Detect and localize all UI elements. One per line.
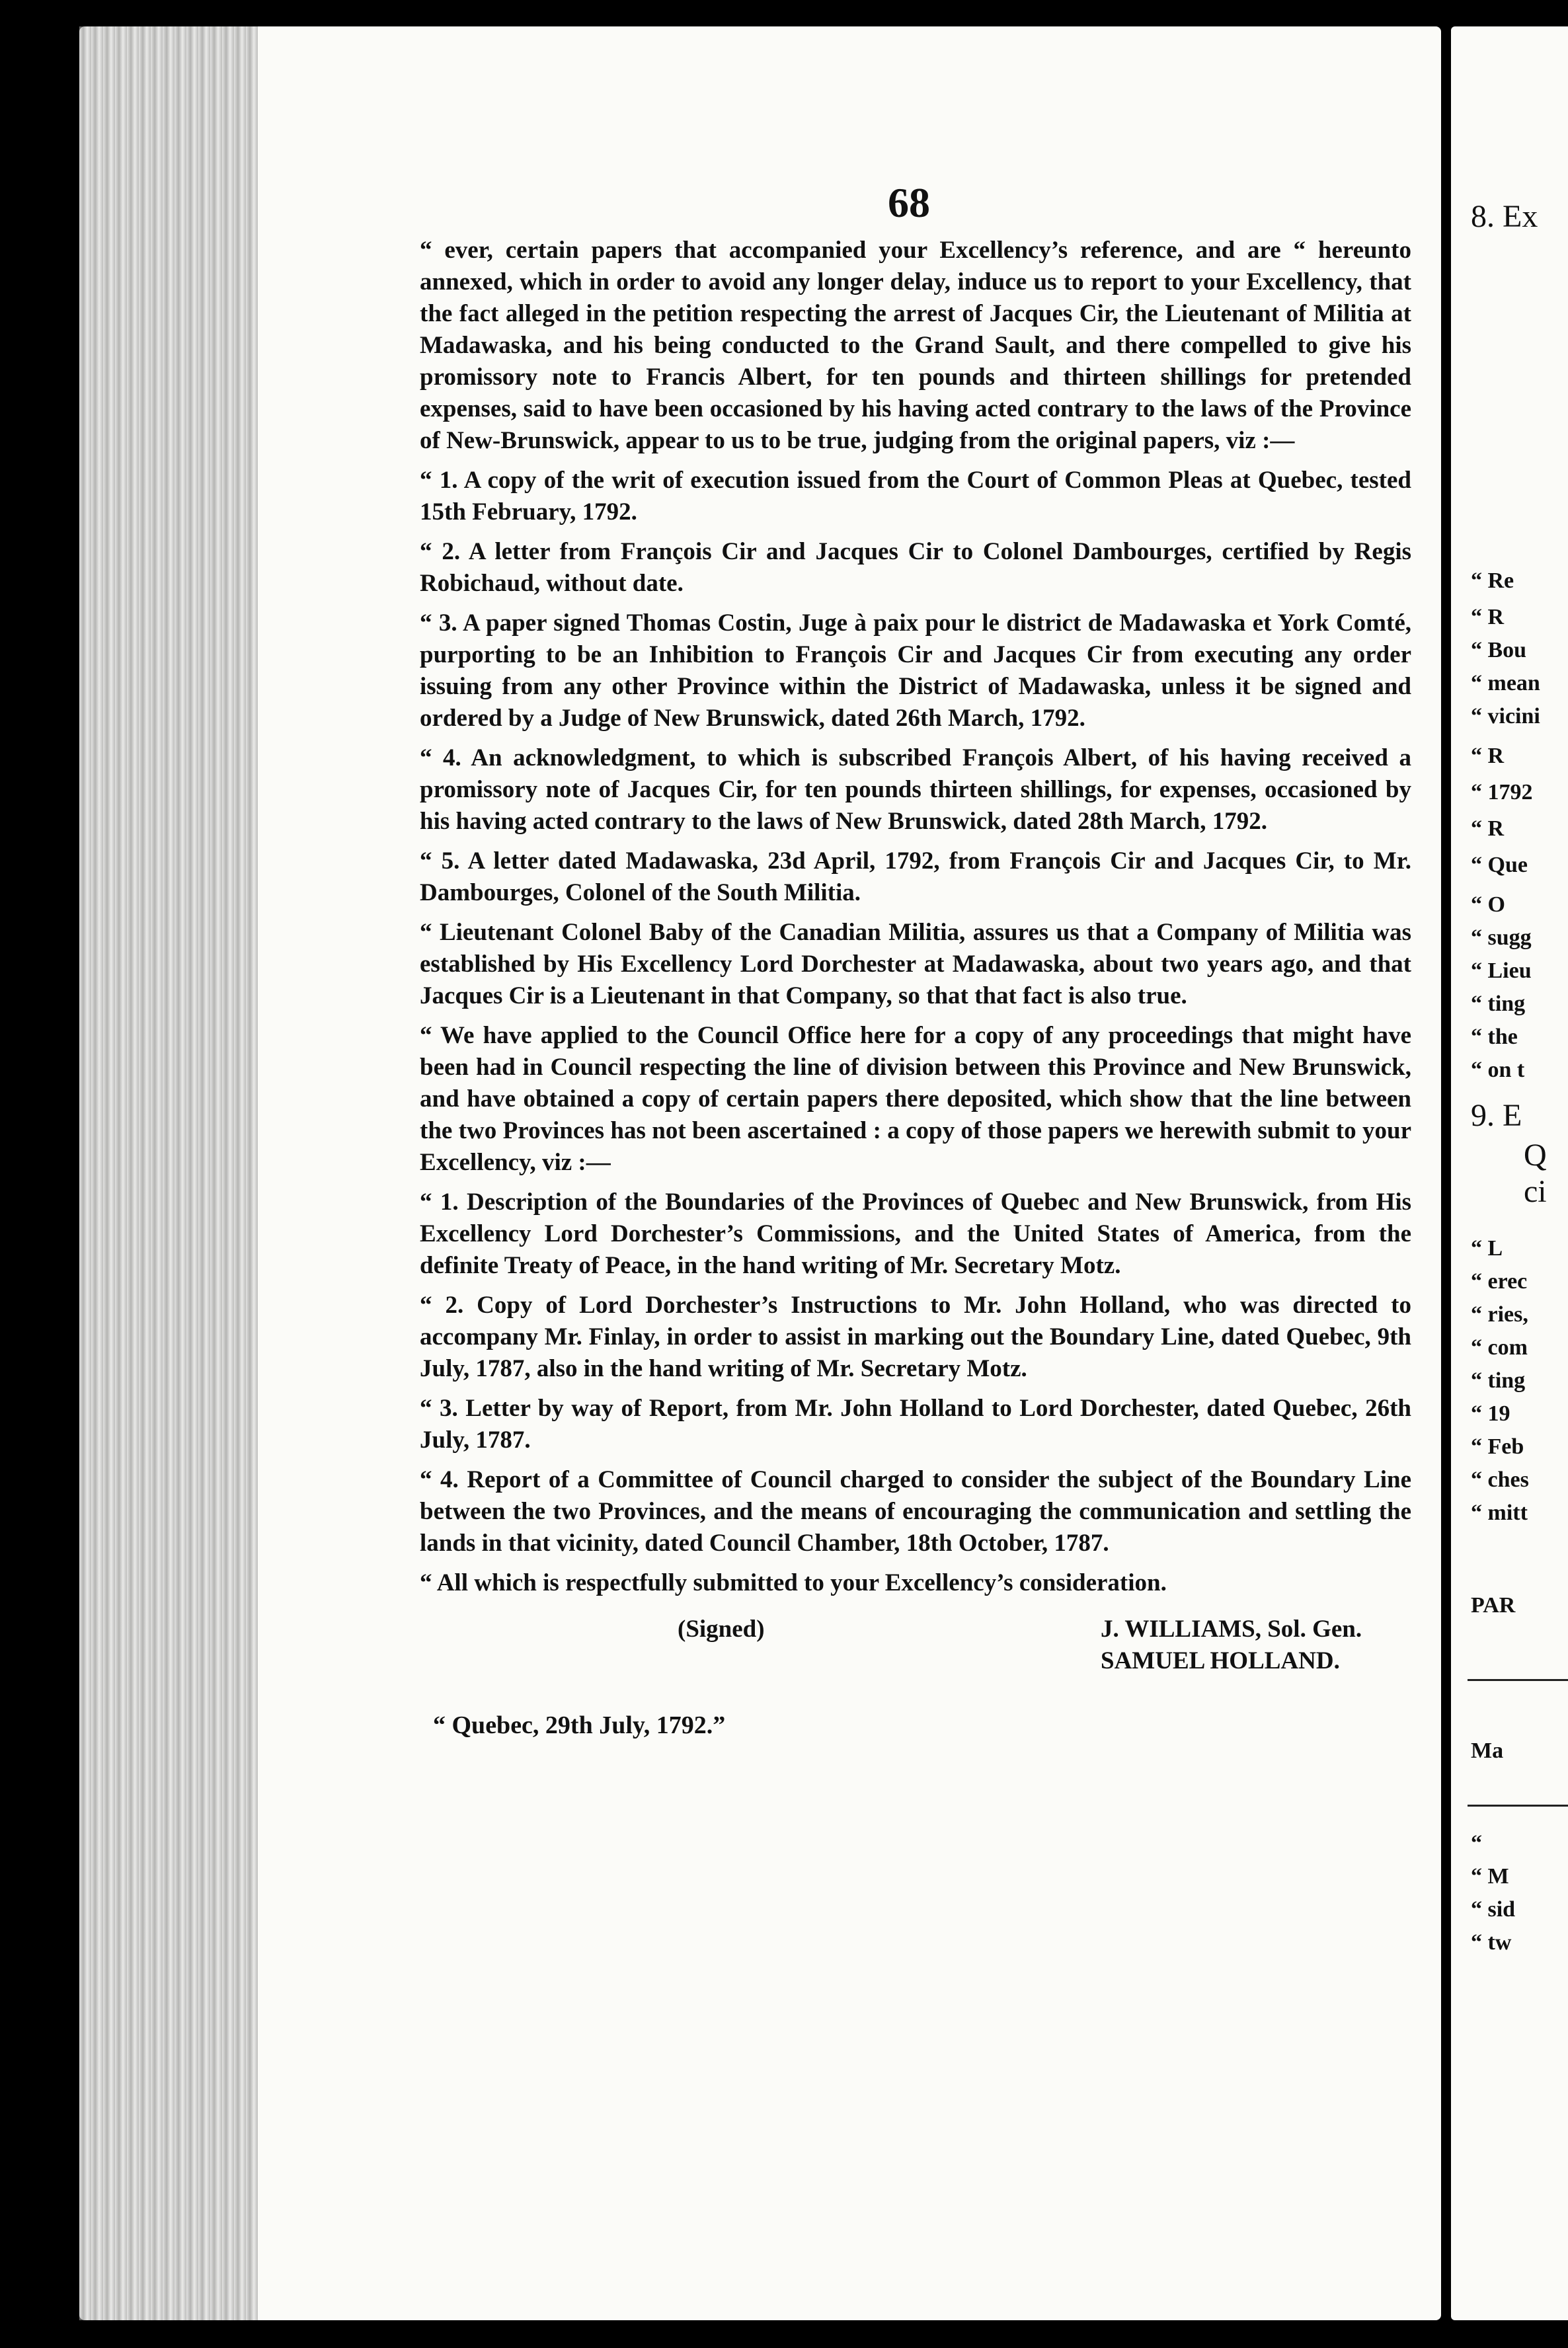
facing-fragment: “ ting (1471, 992, 1526, 1016)
facing-fragment: “ vicini (1471, 704, 1540, 728)
facing-fragment: “ R (1471, 744, 1505, 768)
paragraph: “ 1. A copy of the writ of execution issued from the Court of Common Pleas at Quebec, tested 15th February, 1792. (420, 467, 1411, 526)
facing-fragment: “ Feb (1471, 1434, 1524, 1459)
facing-fragment: 9. E (1471, 1098, 1522, 1133)
paragraph: “ 3. Letter by way of Report, from Mr. John Holland to Lord Dorchester, dated Quebec, 26th July, 1787. (420, 1395, 1411, 1454)
paragraph: “ We have applied to the Council Office here for a copy of any proceedings that might have been had in Council respecting the line of division between this Province and New Brunswick, and have obtained a copy of certain papers there deposited, which show that the line between the two Provinces has not been ascertained : a copy of those papers we herewith submit to your Excellency, viz :— (420, 1022, 1411, 1176)
paragraph: “ 2. Copy of Lord Dorchester’s Instructions to Mr. John Holland, who was directed to accompany Mr. Finlay, in order to assist in marking out the Boundary Line, dated Quebec, 9th July, 1787, also in the hand writing of Mr. Secretary Motz. (420, 1292, 1411, 1382)
facing-fragment: “ Bou (1471, 638, 1527, 662)
facing-fragment: “ the (1471, 1025, 1518, 1049)
body-text (420, 235, 1411, 1739)
facing-fragment: “ R (1471, 816, 1505, 841)
facing-fragment: “ ches (1471, 1468, 1529, 1492)
facing-fragment: “ Lieu (1471, 959, 1532, 983)
paragraph: “ Lieutenant Colonel Baby of the Canadian Militia, assures us that a Company of Militia was established by His Excellency Lord Dorchester at Madawaska, about two years ago, and that Jacques Cir is a Lieutenant in that Company, so that that fact is also true. (420, 919, 1411, 1009)
paragraph: “ All which is respectfully submitted to your Excellency’s consideration. (420, 1569, 1167, 1596)
facing-fragment: Q (1524, 1138, 1547, 1173)
facing-fragment: “ sugg (1471, 925, 1532, 950)
facing-fragment: “ erec (1471, 1269, 1528, 1294)
facing-fragment: “ R (1471, 605, 1505, 629)
signers (1101, 1614, 1362, 1677)
signer-williams: J. WILLIAMS, Sol. Gen. (1101, 1616, 1362, 1643)
paragraph: “ 4. An acknowledgment, to which is subscribed François Albert, of his having received a promissory note of Jacques Cir, for ten pounds thirteen shillings, for expenses, occasioned by his having acted contrary to the laws of New Brunswick, dated 28th March, 1792. (420, 744, 1411, 835)
paragraph: “ 2. A letter from François Cir and Jacques Cir to Colonel Dambourges, certified by Regis Robichaud, without date. (420, 538, 1411, 597)
facing-fragment: “ 1792 (1471, 780, 1533, 804)
facing-fragment: “ 19 (1471, 1401, 1510, 1426)
facing-fragment: “ M (1471, 1864, 1509, 1889)
facing-fragment: “ ries, (1471, 1302, 1528, 1327)
facing-fragment: “ ting (1471, 1368, 1526, 1393)
facing-fragment: ci (1524, 1174, 1547, 1209)
facing-fragment: Ma (1471, 1739, 1504, 1763)
facing-fragment: “ on t (1471, 1058, 1525, 1082)
facing-fragment: 8. Ex (1471, 199, 1538, 234)
facing-fragment: “ O (1471, 892, 1505, 917)
paragraph: “ 3. A paper signed Thomas Costin, Juge à paix pour le district de Madawaska et York Comté, purporting to be an Inhibition to François Cir and Jacques Cir from executing any order issuing from any other Province within the District of Madawaska, unless it be signed and ordered by a Judge of New Brunswick, dated 26th March, 1792. (420, 609, 1411, 732)
page-gutter (79, 26, 258, 2320)
signed-label: (Signed) (678, 1616, 765, 1643)
facing-page (1451, 26, 1568, 2320)
facing-fragment: “ L (1471, 1236, 1503, 1261)
dateline: “ Quebec, 29th July, 1792.” (433, 1711, 726, 1739)
facing-fragment: “ (1471, 1831, 1482, 1856)
facing-fragment: “ com (1471, 1335, 1528, 1360)
facing-fragment: “ mean (1471, 671, 1540, 695)
facing-fragment: “ mitt (1471, 1501, 1528, 1525)
facing-fragment: “ tw (1471, 1930, 1512, 1955)
page-number: 68 (888, 179, 930, 226)
paragraph: “ 5. A letter dated Madawaska, 23d April, 1792, from François Cir and Jacques Cir, to Mr. Dambourges, Colonel of the South Militia. (420, 847, 1411, 906)
facing-fragment: “ Re (1471, 568, 1514, 593)
paragraph: “ 4. Report of a Committee of Council charged to consider the subject of the Boundary Line between the two Provinces, and the means of encouraging the communication and settling the lands in that vicinity, dated Council Chamber, 18th October, 1787. (420, 1466, 1411, 1557)
facing-fragment: PAR (1471, 1593, 1516, 1618)
facing-rule (1468, 1679, 1568, 1681)
facing-fragment: “ Que (1471, 853, 1528, 877)
paragraph: “ 1. Description of the Boundaries of the Provinces of Quebec and New Brunswick, from His Excellency Lord Dorchester’s Commissions, and the United States of America, from the definite Treaty of Peace, in the hand writing of Mr. Secretary Motz. (420, 1189, 1411, 1279)
facing-rule (1468, 1805, 1568, 1807)
signer-holland: SAMUEL HOLLAND. (1101, 1647, 1340, 1674)
signature-block (420, 1607, 1411, 1739)
facing-fragment: “ sid (1471, 1897, 1516, 1922)
paragraph: “ ever, certain papers that accompanied your Excellency’s reference, and are “ hereunto annexed, which in order to avoid any longer delay, induce us to report to your Excellency, that the fact alleged in the petition respecting the arrest of Jacques Cir, the Lieutenant of Militia at Madawaska, and his being conducted to the Grand Sault, and there compelled to give his promissory note to Francis Albert, for ten pounds and thirteen shillings for pretended expenses, said to have been occasioned by his having acted contrary to the laws of the Province of New-Brunswick, appear to us to be true, judging from the original papers, viz :— (420, 237, 1411, 454)
